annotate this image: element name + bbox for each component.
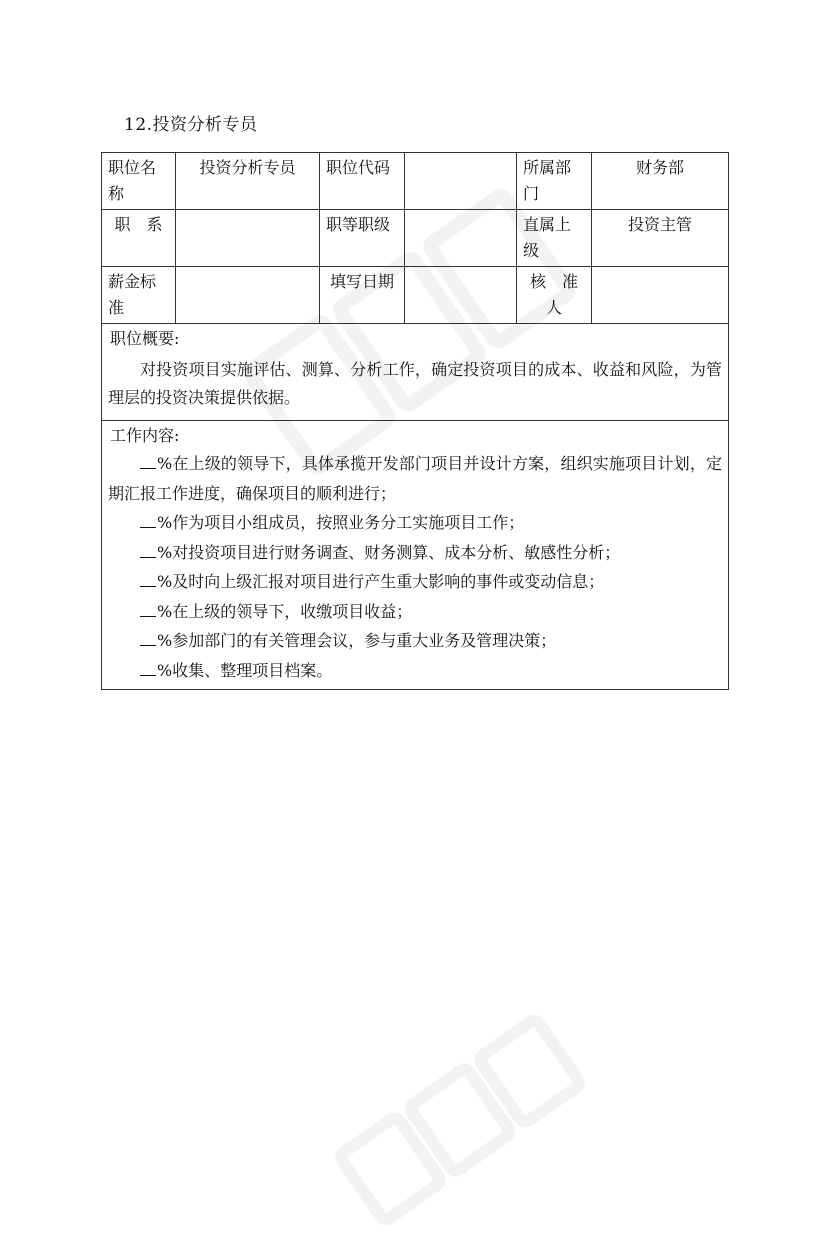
table-row (102, 210, 729, 267)
work-title: 工作内容: (110, 426, 180, 445)
work-item (108, 597, 722, 627)
summary-title: 职位概要: (110, 329, 180, 348)
work-item-text: %在上级的领导下，收缴项目收益； (157, 601, 413, 621)
work-item (108, 538, 722, 568)
value-approver (592, 267, 729, 324)
label-department: 所属部门 (517, 153, 592, 210)
label-position-name: 职位名称 (102, 153, 176, 210)
work-item-text: %及时向上级汇报对项目进行产生重大影响的事件或变动信息； (157, 572, 605, 591)
label-approver: 核 准 人 (517, 267, 592, 324)
value-position-name: 投资分析专员 (176, 153, 320, 210)
table-row-summary (102, 324, 729, 421)
work-item-text: %对投资项目进行财务调查、财务测算、成本分析、敏感性分析； (157, 542, 621, 562)
work-item (108, 508, 722, 538)
work-item (108, 567, 722, 597)
value-department: 财务部 (592, 153, 729, 210)
summary-text: 对投资项目实施评估、测算、分析工作，确定投资项目的成本、收益和风险，为管理层的投资决策提供依据。 (108, 360, 722, 407)
value-position-code (405, 153, 517, 210)
value-job-family (176, 210, 320, 267)
value-direct-superior: 投资主管 (592, 210, 729, 267)
value-salary-standard (176, 267, 320, 324)
section-title: 12.投资分析专员 (124, 115, 258, 135)
table-row-work (102, 421, 729, 690)
work-item (108, 449, 722, 508)
work-item-text: %收集、整理项目档案。 (157, 660, 333, 680)
blank-underline (140, 572, 156, 587)
blank-underline (140, 631, 156, 646)
blank-underline (140, 602, 156, 617)
value-grade-level (405, 210, 517, 267)
blank-underline (140, 513, 156, 528)
blank-underline (140, 454, 156, 469)
work-item (108, 656, 722, 686)
work-item (108, 626, 722, 656)
label-fill-date: 填写日期 (320, 267, 405, 324)
table-row (102, 267, 729, 324)
watermark-logo-bottom (325, 1004, 595, 1235)
label-job-family: 职 系 (102, 210, 176, 267)
label-grade-level: 职等职级 (320, 210, 405, 267)
label-salary-standard: 薪金标准 (102, 267, 176, 324)
table-row (102, 153, 729, 210)
blank-underline (140, 543, 156, 558)
value-fill-date (405, 267, 517, 324)
blank-underline (140, 661, 156, 676)
work-item-text: %参加部门的有关管理会议，参与重大业务及管理决策； (157, 631, 557, 650)
work-item-text: %作为项目小组成员，按照业务分工实施项目工作； (157, 513, 525, 532)
job-description-table (101, 152, 729, 690)
label-direct-superior: 直属上级 (517, 210, 592, 267)
label-position-code: 职位代码 (320, 153, 405, 210)
work-item-text: %在上级的领导下，具体承揽开发部门项目并设计方案，组织实施项目计划，定期汇报工作进度，确保项目的顺利进行； (108, 454, 722, 503)
